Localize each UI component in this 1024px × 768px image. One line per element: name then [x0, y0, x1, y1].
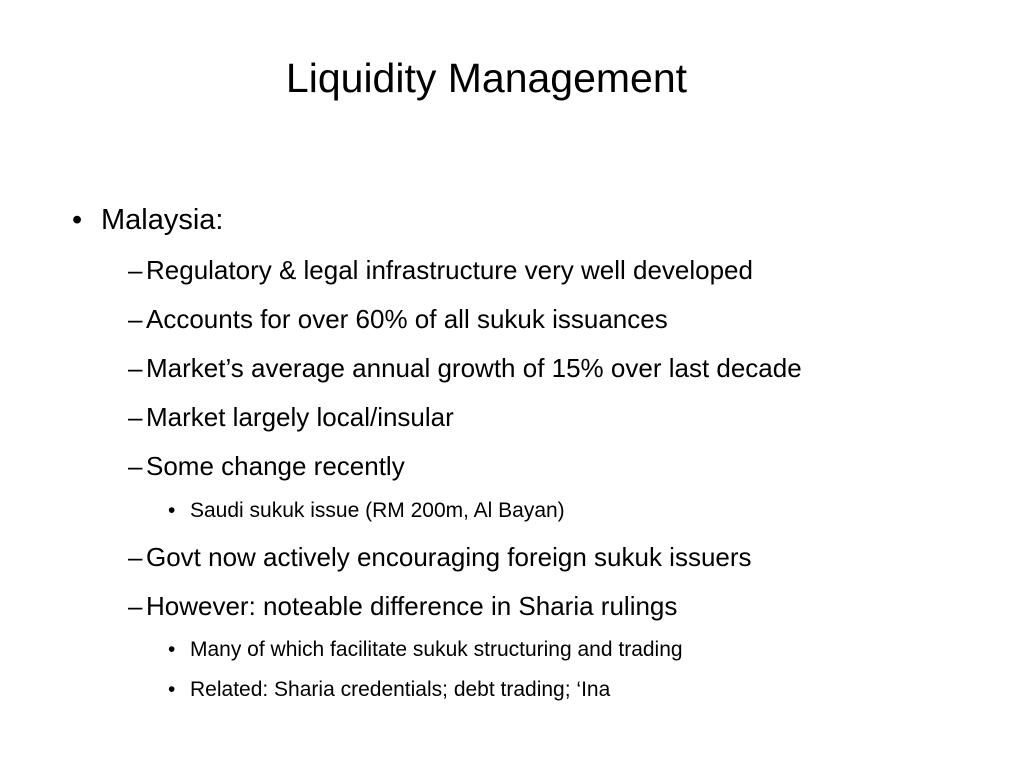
- list-item-text: However: noteable difference in Sharia rulings: [146, 591, 678, 621]
- list-item-text: Some change recently: [146, 451, 405, 481]
- list-item-text: Market’s average annual growth of 15% over last decade: [146, 353, 802, 383]
- list-item-text: Govt now actively encouraging foreign sukuk issuers: [146, 542, 752, 572]
- dash-icon: –: [128, 402, 143, 432]
- list-item-text: Market largely local/insular: [146, 402, 454, 432]
- list-item-text: Saudi sukuk issue (RM 200m, Al Bayan): [190, 499, 565, 522]
- dash-icon: –: [128, 353, 143, 383]
- list-item-text: Accounts for over 60% of all sukuk issuances: [146, 304, 668, 334]
- slide-title: Liquidity Management: [285, 55, 688, 101]
- list-item-text: Many of which facilitate sukuk structuring and trading: [190, 638, 683, 661]
- bullet-icon: •: [168, 499, 176, 522]
- dash-icon: –: [128, 591, 143, 621]
- list-item-text: Related: Sharia credentials; debt trading; ‘Ina: [190, 678, 611, 701]
- bullet-icon: •: [168, 678, 176, 701]
- dash-icon: –: [128, 542, 143, 572]
- dash-icon: –: [128, 255, 143, 285]
- bullet-icon: •: [72, 204, 83, 236]
- dash-icon: –: [128, 451, 143, 481]
- list-item-text: Regulatory & legal infrastructure very well developed: [146, 255, 753, 285]
- list-item-text: Malaysia:: [101, 204, 224, 236]
- bullet-icon: •: [168, 638, 176, 661]
- dash-icon: –: [128, 304, 143, 334]
